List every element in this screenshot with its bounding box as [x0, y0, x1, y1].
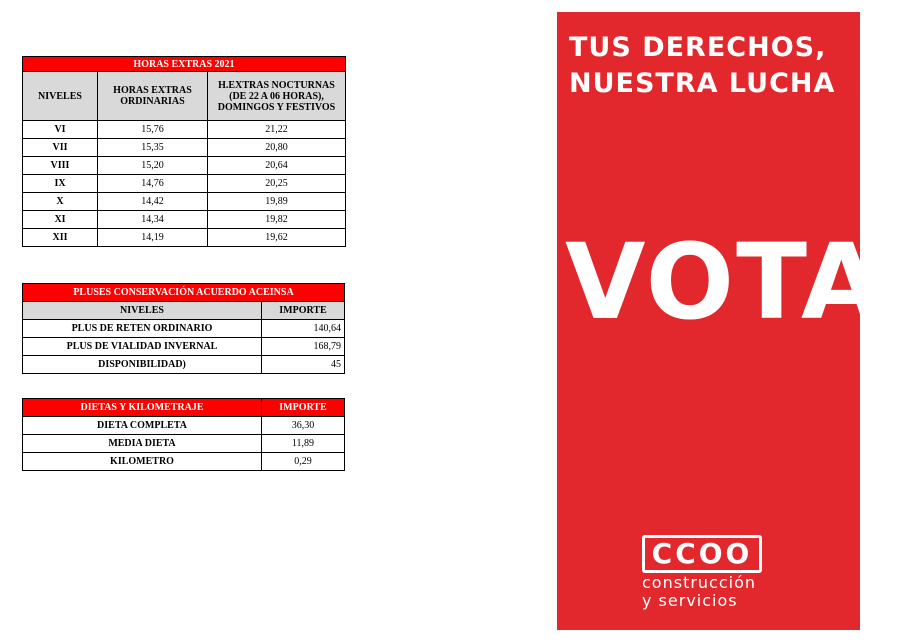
nocturnas-cell: 19,62: [208, 229, 346, 247]
importe-cell: 140,64: [262, 320, 345, 338]
poster-slogan: [569, 30, 854, 102]
table-row: [23, 139, 346, 157]
ordinarias-cell: 15,20: [98, 157, 208, 175]
col-niveles-header: NIVELES: [23, 302, 262, 320]
ordinarias-cell: 14,19: [98, 229, 208, 247]
logo-line-1: construcción: [642, 573, 757, 592]
logo-subtitle: [642, 574, 842, 610]
nivel-cell: X: [23, 193, 98, 211]
ordinarias-cell: 14,42: [98, 193, 208, 211]
slogan-line-2: NUESTRA LUCHA: [569, 68, 836, 99]
nocturnas-cell: 21,22: [208, 121, 346, 139]
col-importe-header: IMPORTE: [262, 399, 345, 417]
ccoo-logo-text: CCOO: [645, 538, 759, 570]
dietas-table: [22, 398, 345, 471]
table-row: [23, 157, 346, 175]
pluses-table: [22, 283, 345, 374]
nocturnas-cell: 20,64: [208, 157, 346, 175]
importe-cell: 45: [262, 356, 345, 374]
nivel-cell: XI: [23, 211, 98, 229]
table-row: [23, 229, 346, 247]
concepto-cell: DIETA COMPLETA: [23, 417, 262, 435]
nocturnas-cell: 20,80: [208, 139, 346, 157]
col-ordinarias-header: HORAS EXTRAS ORDINARIAS: [98, 72, 208, 121]
table-row: [23, 175, 346, 193]
table-row: [23, 453, 345, 471]
nocturnas-cell: 19,89: [208, 193, 346, 211]
nocturnas-cell: 20,25: [208, 175, 346, 193]
table-row: [23, 121, 346, 139]
slogan-line-1: TUS DERECHOS,: [569, 32, 827, 63]
ordinarias-cell: 15,76: [98, 121, 208, 139]
concepto-cell: PLUS DE RETEN ORDINARIO: [23, 320, 262, 338]
importe-cell: 36,30: [262, 417, 345, 435]
logo-line-2: y servicios: [642, 591, 738, 610]
table-row: [23, 417, 345, 435]
table-row: [23, 193, 346, 211]
col-nocturnas-header: H.EXTRAS NOCTURNAS (DE 22 A 06 HORAS), DOMINGOS Y FESTIVOS: [208, 72, 346, 121]
ordinarias-cell: 14,34: [98, 211, 208, 229]
concepto-cell: KILOMETRO: [23, 453, 262, 471]
horas-extras-title: HORAS EXTRAS 2021: [23, 57, 346, 72]
nivel-cell: IX: [23, 175, 98, 193]
poster-headline: VOTA: [565, 221, 884, 343]
table-row: [23, 435, 345, 453]
concepto-cell: DISPONIBILIDAD): [23, 356, 262, 374]
table-row: [23, 211, 346, 229]
col-importe-header: IMPORTE: [262, 302, 345, 320]
ordinarias-cell: 14,76: [98, 175, 208, 193]
nivel-cell: XII: [23, 229, 98, 247]
horas-extras-table: [22, 56, 346, 247]
ccoo-logo: [642, 535, 762, 573]
table-row: [23, 320, 345, 338]
concepto-cell: PLUS DE VIALIDAD INVERNAL: [23, 338, 262, 356]
ordinarias-cell: 15,35: [98, 139, 208, 157]
nocturnas-cell: 19,82: [208, 211, 346, 229]
nivel-cell: VII: [23, 139, 98, 157]
importe-cell: 0,29: [262, 453, 345, 471]
dietas-title: DIETAS Y KILOMETRAJE: [23, 399, 262, 417]
table-row: [23, 356, 345, 374]
vota-poster: [557, 12, 884, 630]
concepto-cell: MEDIA DIETA: [23, 435, 262, 453]
nivel-cell: VI: [23, 121, 98, 139]
col-niveles-header: NIVELES: [23, 72, 98, 121]
table-row: [23, 338, 345, 356]
pluses-title: PLUSES CONSERVACIÓN ACUERDO ACEINSA: [23, 284, 345, 302]
importe-cell: 11,89: [262, 435, 345, 453]
importe-cell: 168,79: [262, 338, 345, 356]
nivel-cell: VIII: [23, 157, 98, 175]
